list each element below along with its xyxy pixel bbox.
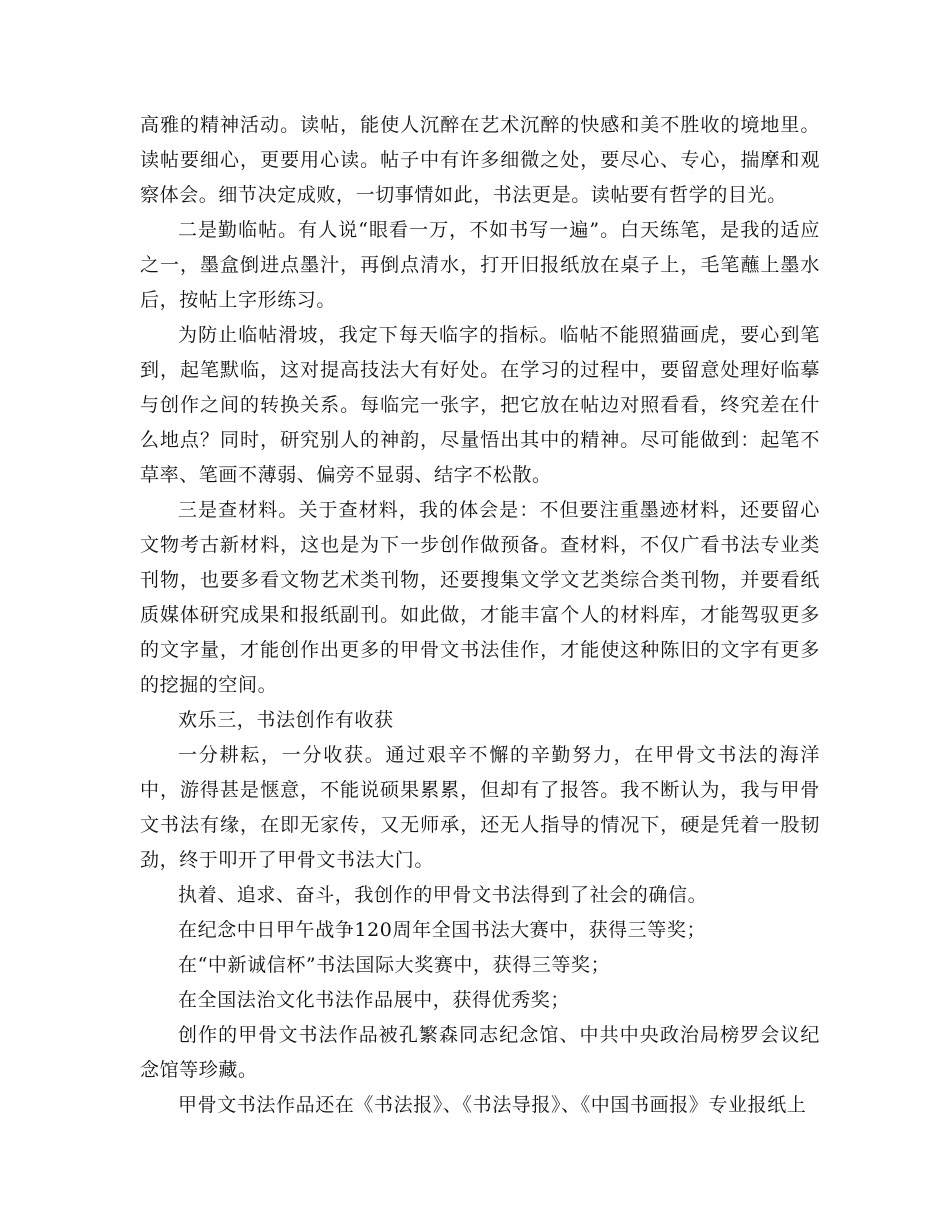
paragraph-reading-continuation: 高雅的精神活动。读帖，能使人沉醉在艺术沉醉的快感和美不胜收的境地里。读帖要细心，更要用心读。帖子中有许多细微之处，要尽心、专心，揣摩和观察体会。细节决定成败，一切事情如此，书法更是。读帖要有哲学的目光。	[140, 114, 820, 206]
document-body	[140, 108, 820, 1123]
paragraph-research-materials: 三是查材料。关于查材料，我的体会是：不但要注重墨迹材料，还要留心文物考古新材料，这也是为下一步创作做预备。查材料，不仅广看书法专业类刊物，也要多看文物艺术类刊物，还要搜集文学文艺类综合类刊物，并要看纸质媒体研究成果和报纸副刊。如此做，才能丰富个人的材料库，才能驾驭更多的文字量，才能创作出更多的甲骨文书法佳作，才能使这种陈旧的文字有更多的挖掘的空间。	[140, 499, 820, 696]
section-heading-joy-three: 欢乐三，书法创作有收获	[178, 709, 394, 731]
paragraph-collections: 创作的甲骨文书法作品被孔繁森同志纪念馆、中共中央政治局榜罗会议纪念馆等珍藏。	[140, 1024, 820, 1081]
paragraph-publications: 甲骨文书法作品还在《书法报》、《书法导报》、《中国书画报》专业报纸上	[178, 1094, 807, 1116]
award-item-jiawu: 在纪念中日甲午战争120周年全国书法大赛中，获得三等奖；	[178, 919, 707, 941]
award-item-zhongxin: 在“中新诚信杯”书法国际大奖赛中，获得三等奖；	[178, 954, 611, 976]
paragraph-harvest: 一分耕耘，一分收获。通过艰辛不懈的辛勤努力，在甲骨文书法的海洋中，游得甚是惬意，不能说硕果累累，但却有了报答。我不断认为，我与甲骨文书法有缘，在即无家传，又无师承，还无人指导的情况下，硬是凭着一股韧劲，终于叩开了甲骨文书法大门。	[140, 744, 820, 871]
award-item-legal-culture: 在全国法治文化书法作品展中，获得优秀奖；	[178, 989, 571, 1011]
paragraph-copying-target: 为防止临帖滑坡，我定下每天临字的指标。临帖不能照猫画虎，要心到笔到，起笔默临，这对提高技法大有好处。在学习的过程中，要留意处理好临摹与创作之间的转换关系。每临完一张字，把它放在帖边对照看看，终究差在什么地点？同时，研究别人的神韵，尽量悟出其中的精神。尽可能做到：起笔不草率、笔画不薄弱、偏旁不显弱、结字不松散。	[140, 324, 820, 486]
paragraph-recognition: 执着、追求、奋斗，我创作的甲骨文书法得到了社会的确信。	[178, 884, 708, 906]
paragraph-practice-copying: 二是勤临帖。有人说“眼看一万，不如书写一遍”。白天练笔，是我的适应之一，墨盒倒进点墨汁，再倒点清水，打开旧报纸放在桌子上，毛笔蘸上墨水后，按帖上字形练习。	[140, 219, 820, 311]
